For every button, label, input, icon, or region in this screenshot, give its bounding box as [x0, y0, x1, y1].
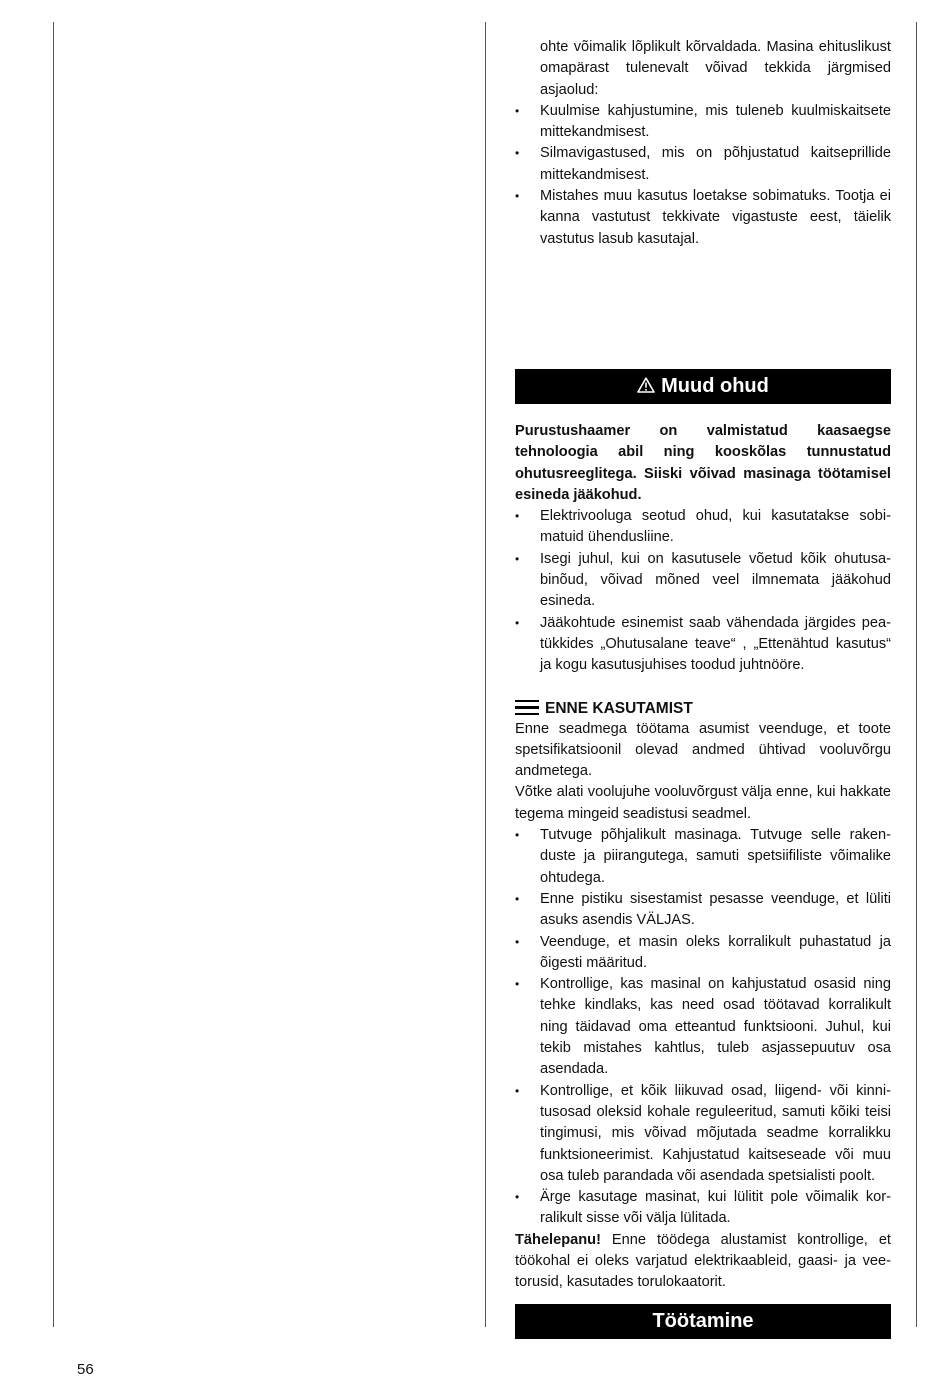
muud-ohud-bullet-list	[515, 506, 891, 676]
section-heading-text: Muud ohud	[661, 375, 769, 397]
list-item: • Kuulmise kahjustumine, mis tuleneb kuulmiskaitsete mittekandmisest.	[515, 101, 891, 144]
section-heading-text: ENNE KASUTAMIST	[545, 699, 693, 717]
muud-ohud-intro: Purustushaamer on valmistatud kaasaegse tehnoloogia abil ning kooskõlas tunnustatud ohutusreeglitega. Siiski võivad masinaga töötamisel esineda jääkohud.	[515, 423, 891, 503]
attention-note	[515, 1230, 891, 1294]
list-item: • Silmavigastused, mis on põhjustatud kaitseprillide mittekandmisest.	[515, 143, 891, 186]
page-number: 56	[77, 1361, 94, 1378]
list-item: • Kontrollige, et kõik liikuvad osad, liigend- või kinnitusosad oleksid kohale reguleeritud, samuti kõiki teisi tingimusi, mis võivad mõjutada seadme korralikku funktsioneerimist. Kahjustatud kaitseseade või muu osa tuleb parandada või asendada spetsialisti poolt.	[515, 1081, 891, 1187]
list-item: • Enne pistiku sisestamist pesasse veenduge, et lüliti asuks asendis VÄLJAS.	[515, 889, 891, 932]
attention-text: Enne töödega alustamist kontrollige, et töökohal ei oleks varjatud elektrikaableid, gaasi- ja veetorusid, kasutades torulokaatorit.	[515, 1231, 891, 1291]
main-text-block	[515, 421, 891, 1294]
section-heading-text: Töötamine	[652, 1310, 754, 1332]
warning-triangle-icon	[637, 377, 655, 393]
list-item: • Tutvuge põhjalikult masinaga. Tutvuge selle rakenduste ja piirangutega, samuti spetsiifiliste võimalike ohtudega.	[515, 825, 891, 889]
top-text-block	[515, 37, 891, 250]
list-item: • Veenduge, et masin oleks korralikult puhastatud ja õigesti määritud.	[515, 932, 891, 975]
left-margin-rule	[53, 22, 54, 1327]
section-heading-tootamine	[515, 1304, 891, 1339]
section-heading-enne-kasutamist	[515, 698, 891, 719]
section-heading-muud-ohud	[515, 369, 891, 404]
enne-kasutamist-bullet-list	[515, 825, 891, 1230]
menu-lines-icon	[515, 700, 539, 717]
column-divider-rule	[485, 22, 486, 1327]
enne-kasutamist-paragraph-2: Võtke alati voolujuhe vooluvõrgust välja enne, kui hakkate tegema mingeid seadistusi seadmel.	[515, 784, 891, 822]
attention-label: Tähelepanu!	[515, 1231, 601, 1248]
list-item: • Mistahes muu kasutus loetakse sobimatuks. Tootja ei kanna vastutust tekkivate vigastuste eest, täielik vastutus lasub kasutajal.	[515, 186, 891, 250]
enne-kasutamist-paragraph-1: Enne seadmega töötama asumist veenduge, et toote spetsifikatsioonil olevad andmed ühtivad vooluvõrgu andmetega.	[515, 720, 891, 780]
top-bullet-list	[515, 101, 891, 250]
list-item: • Isegi juhul, kui on kasutusele võetud kõik ohutusabinõud, võivad mõned veel ilmnemata jääkohud esineda.	[515, 549, 891, 613]
right-margin-rule	[916, 22, 917, 1327]
list-item: • Ärge kasutage masinat, kui lülitit pole võimalik korralikult sisse või välja lülitada.	[515, 1187, 891, 1230]
intro-paragraph: ohte võimalik lõplikult kõrvaldada. Masina ehituslikust omapärast tulenevalt võivad tekkida järgmised asjaolud:	[540, 39, 891, 98]
list-item: • Jääkohtude esinemist saab vähendada järgides peatükkides „Ohutusalane teave“ , „Ettenähtud kasutus“ ja kogu kasutusjuhises toodud juhtnööre.	[515, 613, 891, 677]
list-item: • Kontrollige, kas masinal on kahjustatud osasid ning tehke kindlaks, kas need osad töötavad korralikult ning täidavad oma etteantud funktsiooni. Juhul, kui tekib mistahes kahtlus, tuleb asjassepuutuv osa asendada.	[515, 974, 891, 1080]
list-item: • Elektrivooluga seotud ohud, kui kasutatakse sobimatuid ühendusliine.	[515, 506, 891, 549]
